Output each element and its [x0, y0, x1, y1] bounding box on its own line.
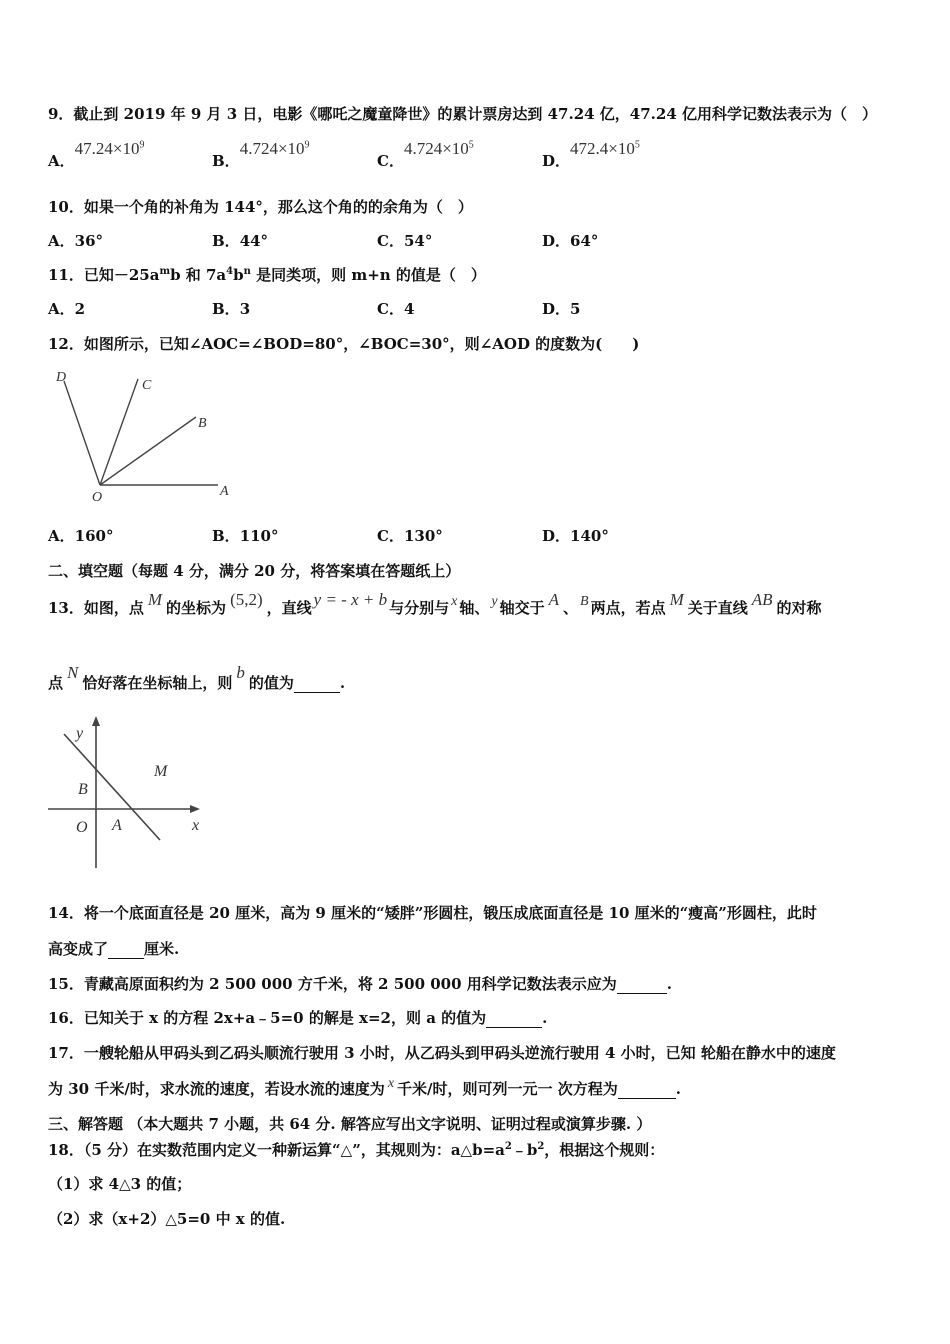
option-label: D．	[542, 232, 571, 250]
option-label: A．	[48, 152, 75, 170]
q17-line2: 为 30 千米/时，求水流的速度，若设水流的速度为 x 千米/时，则可列一元一 次方程为 .	[48, 1076, 681, 1098]
q18-stem: 18．（5 分）在实数范围内定义一种新运算“△”，其规则为：$a\triangle b=a^2﹣b^2$，根据这个规则：	[48, 1141, 665, 1159]
option-value: 140°	[570, 527, 609, 545]
q13-stem-line2: 点N恰好落在坐标轴上，则b的值为 .	[48, 663, 346, 692]
answer-blank[interactable]	[486, 1009, 542, 1028]
label-o: O	[76, 819, 88, 836]
option-label: D．	[542, 152, 571, 170]
option-value: 54°	[403, 232, 433, 250]
q12-option-c[interactable]	[377, 525, 443, 546]
option-value: 44°	[239, 232, 269, 250]
q11-option-c[interactable]	[377, 298, 414, 319]
option-label: D．	[542, 300, 571, 318]
option-value: 3	[239, 300, 251, 318]
option-value: 64°	[570, 232, 599, 250]
label-d: D	[56, 370, 67, 385]
answer-blank[interactable]	[294, 674, 340, 693]
q12-option-b[interactable]	[212, 525, 279, 546]
label-y: y	[76, 725, 84, 742]
q10-stem: 10．如果一个角的补角为 144°，那么这个角的的余角为（ ）	[48, 198, 473, 216]
option-label: C．	[377, 300, 404, 318]
q10-option-b[interactable]	[212, 230, 268, 251]
x-axis-arrow	[190, 805, 200, 813]
option-value: $4.724\times 10^5$	[403, 139, 474, 158]
answer-blank[interactable]	[108, 940, 144, 959]
q12-option-d[interactable]	[542, 525, 609, 546]
label-c: C	[142, 378, 152, 393]
option-value: 4	[403, 300, 415, 318]
section-2-title: 二、填空题（每题 4 分，满分 20 分，将答案填在答题纸上）	[48, 562, 461, 580]
label-a: A	[112, 817, 122, 834]
option-value: $47.24\times 10^9$	[74, 139, 145, 158]
option-label: C．	[377, 527, 404, 545]
answer-blank[interactable]	[617, 975, 667, 994]
q9-stem: 9．截止到 2019 年 9 月 3 日，电影《哪吒之魔童降世》的累计票房达到 47.24 亿，47.24 亿用科学记数法表示为（ ）	[48, 105, 878, 123]
q12-option-a[interactable]	[48, 525, 113, 546]
q9-option-c[interactable]	[377, 139, 474, 171]
q9-option-a[interactable]	[48, 139, 145, 171]
option-value: 110°	[239, 527, 279, 545]
label-o: O	[92, 490, 103, 505]
q18-part-1: （1）求 4△3 的值；	[48, 1175, 192, 1193]
q13-stem-line1: 13．如图，点 M 的坐标为 (5,2) ，直线 y = - x + b 与分别与 x 轴、 y 轴交于 A 、 B 两点，若点 M 关于直线 AB 的对称	[48, 590, 822, 617]
ray-od	[64, 381, 100, 485]
q11-option-b[interactable]	[212, 298, 250, 319]
option-value: 160°	[74, 527, 114, 545]
label-x: x	[192, 817, 200, 834]
q17-line1: 17．一艘轮船从甲码头到乙码头顺流行驶用 3 小时，从乙码头到甲码头逆流行驶用 4 小时，已知 轮船在静水中的速度	[48, 1044, 836, 1062]
option-label: C．	[377, 152, 404, 170]
option-label: B．	[212, 300, 240, 318]
q11-stem: 11．已知$-25a^mb$ 和 $7a^4b^n$ 是同类项，则 m+n 的值是（ ）	[48, 266, 486, 284]
option-label: A．	[48, 300, 75, 318]
option-label: B．	[212, 527, 240, 545]
option-label: A．	[48, 232, 75, 250]
option-label: D．	[542, 527, 571, 545]
option-value: 2	[74, 300, 86, 318]
y-axis-arrow	[92, 716, 100, 726]
option-label: B．	[212, 152, 240, 170]
q11-option-a[interactable]	[48, 298, 85, 319]
option-value: $4.724\times 10^9$	[239, 139, 310, 158]
q10-option-a[interactable]	[48, 230, 103, 251]
q16-stem: 16．已知关于 x 的方程 2x+a﹣5=0 的解是 x=2，则 a 的值为 .	[48, 1009, 548, 1027]
ray-oc	[100, 379, 138, 485]
option-value: 130°	[403, 527, 443, 545]
ray-ob	[100, 417, 196, 485]
option-label: C．	[377, 232, 404, 250]
q11-option-d[interactable]	[542, 298, 580, 319]
option-label: B．	[212, 232, 240, 250]
option-value: 5	[570, 300, 581, 318]
option-value: 36°	[74, 232, 104, 250]
q9-option-b[interactable]	[212, 139, 310, 171]
section-3-title: 三、解答题 （本大题共 7 小题，共 64 分. 解答应写出文字说明、证明过程或演算步骤. ）	[48, 1115, 652, 1133]
q13-coordinate-figure	[44, 712, 214, 872]
q10-option-d[interactable]	[542, 230, 598, 251]
label-b: B	[198, 416, 207, 431]
answer-blank[interactable]	[618, 1080, 676, 1099]
label-m: M	[154, 763, 168, 780]
q14-line2: 高变成了 厘米.	[48, 940, 180, 958]
q14-line1: 14．将一个底面直径是 20 厘米，高为 9 厘米的“矮胖”形圆柱，锻压成底面直径是 10 厘米的“瘦高”形圆柱，此时	[48, 904, 817, 922]
label-a: A	[220, 484, 229, 499]
q10-option-c[interactable]	[377, 230, 432, 251]
q12-stem: 12．如图所示，已知∠AOC=∠BOD=80°，∠BOC=30°，则∠AOD 的度数为( )	[48, 335, 640, 353]
option-label: A．	[48, 527, 75, 545]
q12-angle-figure	[48, 365, 248, 505]
q18-part-2: （2）求（x+2）△5=0 中 x 的值.	[48, 1210, 286, 1228]
option-value: $472.4\times 10^5$	[570, 139, 640, 158]
label-b: B	[78, 781, 88, 798]
q9-option-d[interactable]	[542, 139, 640, 171]
q15-stem: 15．青藏高原面积约为 2 500 000 方千米，将 2 500 000 用科学记数法表示应为 .	[48, 975, 673, 993]
